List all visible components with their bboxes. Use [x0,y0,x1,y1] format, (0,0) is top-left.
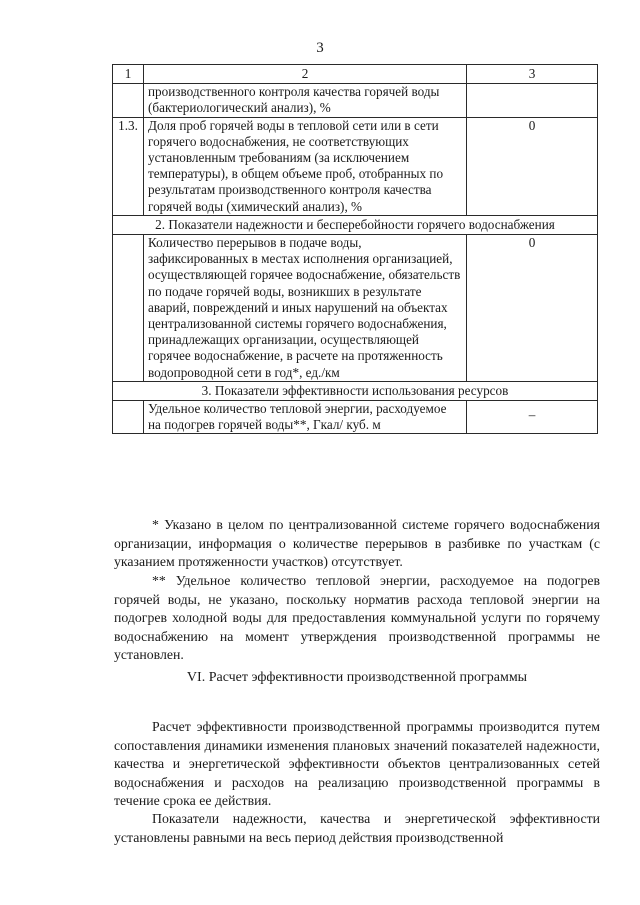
section-row-reliability [113,215,598,234]
table-header-row [113,65,598,84]
row-number [113,84,144,117]
body-paragraph-1: Расчет эффективности производственной программы производится путем сопоставления динамики изменения плановых значений показателей надежности, качества и энергетической эффективности объектов централизованных сетей водоснабжения и расходов на реализацию производственной программы в течение срока ее действия. [114,719,600,808]
table-row [113,84,598,117]
table-row [113,117,598,215]
header-col-3: 3 [467,65,598,84]
section-title: 3. Показатели эффективности использования ресурсов [113,381,598,400]
row-text: Количество перерывов в подаче воды, зафиксированных в местах исполнения организацией, осуществляющей горячее водоснабжение, обязательств по подаче горячей воды, возникших в результате аварий, повреждений и иных нарушений на объектах централизованной системы горячего водоснабжения, принадлежащих организации, осуществляющей горячее водоснабжение, в расчете на протяженность водопроводной сети в год*, ед./км [144,235,467,382]
section-row-resources [113,381,598,400]
row-text: Доля проб горячей воды в тепловой сети или в сети горячего водоснабжения, не соответствующих установленным требованиям (за исключением температуры), в общем объеме проб, отобранных по результатам производственного контроля качества горячей воды (химический анализ), % [144,117,467,215]
row-value: 0 [467,117,598,215]
header-col-2: 2 [144,65,467,84]
indicators-table [112,64,598,434]
footnote-2: ** Удельное количество тепловой энергии, расходуемое на подогрев горячей воды, не указано, поскольку норматив расхода тепловой энергии на подогрев холодной воды для предоставления коммунальной услуги по горячему водоснабжению на момент утверждения производственной программы не установлен. [114,573,600,662]
row-number [113,235,144,382]
section-heading: VI. Расчет эффективности производственной программы [186,670,528,685]
body-paragraph-2: Показатели надежности, качества и энергетической эффективности установлены равными на весь период действия производственной [114,811,600,845]
row-text: производственного контроля качества горячей воды (бактериологический анализ), % [144,84,467,117]
row-text: Удельное количество тепловой энергии, расходуемое на подогрев горячей воды**, Гкал/ куб. м [144,401,467,434]
row-value [467,84,598,117]
page-number: 3 [316,40,324,56]
table-row [113,235,598,382]
section-title: 2. Показатели надежности и бесперебойности горячего водоснабжения [113,215,598,234]
row-number: 1.3. [113,117,144,215]
footnote-1: * Указано в целом по централизованной системе горячего водоснабжения организации, информация о количестве перерывов в разбивке по участкам (с указанием протяженности участков) отсутствует. [114,517,600,569]
row-number [113,401,144,434]
row-value: – [528,407,536,423]
row-value: 0 [467,235,598,382]
header-col-1: 1 [113,65,144,84]
table-row [113,401,598,434]
